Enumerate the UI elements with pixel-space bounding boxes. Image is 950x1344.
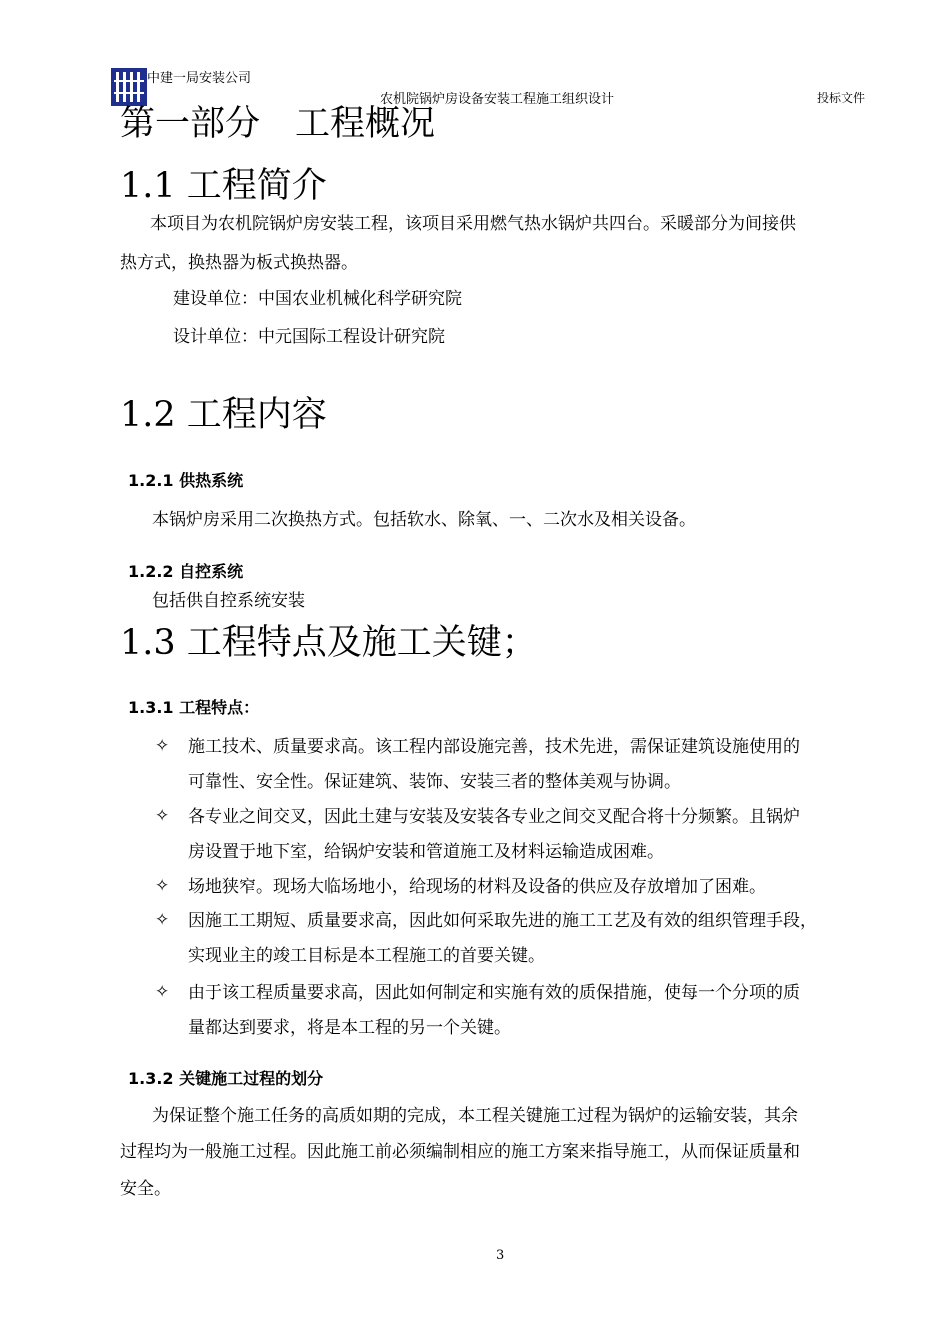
document-type: 投标文件 <box>817 91 866 105</box>
section-1-1-para-line2: 热方式，换热器为板式换热器。 <box>120 253 358 273</box>
builder-unit: 建设单位：中国农业机械化科学研究院 <box>173 289 462 309</box>
company-name: 中建一局安装公司 <box>147 71 252 86</box>
bullet-item-line: 实现业主的竣工目标是本工程施工的首要关键。 <box>188 946 545 966</box>
subsection-1-2-2-text: 包括供自控系统安装 <box>152 591 305 611</box>
bullet-item-line: 因施工工期短、质量要求高，因此如何采取先进的施工工艺及有效的组织管理手段， <box>188 911 817 931</box>
bullet-item-line: 房设置于地下室，给锅炉安装和管道施工及材料运输造成困难。 <box>188 842 664 862</box>
subsection-1-3-1-title: 1.3.1 工程特点： <box>128 698 260 717</box>
subsection-1-2-1-title: 1.2.1 供热系统 <box>128 471 244 490</box>
section-1-3-title: 1.3 工程特点及施工关键； <box>120 623 537 663</box>
designer-unit: 设计单位：中元国际工程设计研究院 <box>173 327 445 347</box>
diamond-bullet-icon: ✧ <box>155 736 170 756</box>
bullet-item-line: 量都达到要求，将是本工程的另一个关键。 <box>188 1018 511 1038</box>
subsection-1-2-1-text: 本锅炉房采用二次换热方式。包括软水、除氧、一、二次水及相关设备。 <box>152 510 696 530</box>
company-logo <box>111 68 147 106</box>
bullet-item-line: 各专业之间交叉，因此土建与安装及安装各专业之间交叉配合将十分频繁。且锅炉 <box>188 807 800 827</box>
section-1-2-title: 1.2 工程内容 <box>120 395 327 435</box>
bullet-item-line: 场地狭窄。现场大临场地小，给现场的材料及设备的供应及存放增加了困难。 <box>188 877 766 897</box>
subsection-1-3-2-line2: 过程均为一般施工过程。因此施工前必须编制相应的施工方案来指导施工，从而保证质量和 <box>120 1142 800 1162</box>
bullet-item-line: 施工技术、质量要求高。该工程内部设施完善，技术先进，需保证建筑设施使用的 <box>188 737 800 757</box>
section-1-1-title: 1.1 工程简介 <box>120 166 327 206</box>
subsection-1-3-2-line3: 安全。 <box>120 1179 171 1199</box>
page-number: 3 <box>496 1248 505 1263</box>
bullet-item-line: 由于该工程质量要求高，因此如何制定和实施有效的质保措施，使每一个分项的质 <box>188 983 800 1003</box>
diamond-bullet-icon: ✧ <box>155 806 170 826</box>
subsection-1-2-2-title: 1.2.2 自控系统 <box>128 562 244 581</box>
bullet-item-line: 可靠性、安全性。保证建筑、装饰、安装三者的整体美观与协调。 <box>188 772 681 792</box>
part-title: 第一部分 工程概况 <box>120 104 436 144</box>
subsection-1-3-2-line1: 为保证整个施工任务的高质如期的完成，本工程关键施工过程为锅炉的运输安装，其余 <box>152 1106 798 1126</box>
document-title: 农机院锅炉房设备安装工程施工组织设计 <box>380 92 615 107</box>
subsection-1-3-2-title: 1.3.2 关键施工过程的划分 <box>128 1069 324 1088</box>
section-1-1-para-line1: 本项目为农机院锅炉房安装工程，该项目采用燃气热水锅炉共四台。采暖部分为间接供 <box>150 214 796 234</box>
diamond-bullet-icon: ✧ <box>155 910 170 930</box>
diamond-bullet-icon: ✧ <box>155 982 170 1002</box>
diamond-bullet-icon: ✧ <box>155 876 170 896</box>
